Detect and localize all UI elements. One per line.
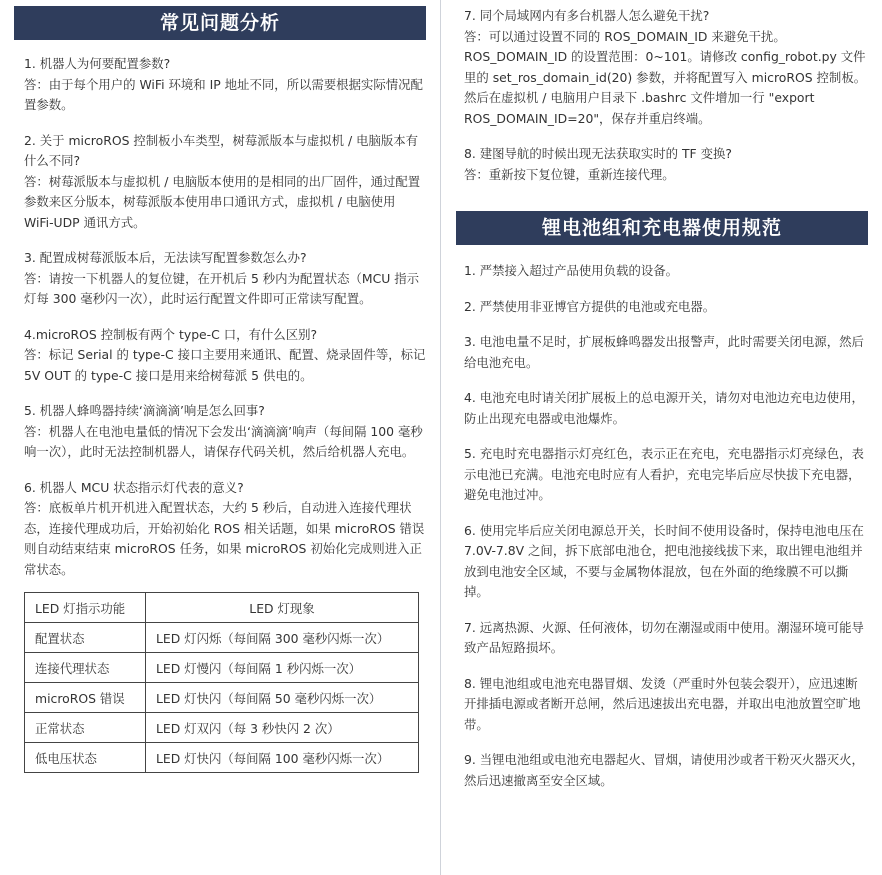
- faq-question: 1. 机器人为何要配置参数?: [24, 56, 171, 71]
- table-cell: LED 灯双闪（每 3 秒快闪 2 次）: [146, 713, 419, 743]
- faq-item-2: [14, 131, 426, 234]
- rule-item-1: 1. 严禁接入超过产品使用负载的设备。: [464, 263, 679, 278]
- table-row: [25, 683, 419, 713]
- faq-answer: 答：重新按下复位键，重新连接代理。: [464, 166, 675, 182]
- led-status-table: [24, 592, 419, 773]
- faq-question: 2. 关于 microROS 控制板小车类型，树莓派版本与虚拟机 / 电脑版本有什么不同?: [24, 132, 419, 168]
- right-column: [456, 6, 868, 806]
- table-row: [25, 713, 419, 743]
- faq-question: 4.microROS 控制板有两个 type-C 口，有什么区别?: [24, 326, 318, 342]
- faq-answer: 答：可以通过设置不同的 ROS_DOMAIN_ID 来避免干扰。ROS_DOMAIN_ID 的设置范围：0~101。请修改 config_robot.py 文件里的 set_ros_domain_id(20) 参数，并将配置写入 microROS 控制板。然后在虚拟机 / 电脑用户目录下 .bashrc 文件增加一行 "export ROS_DOMAIN_ID=20"，保存并重启终端。: [464, 28, 867, 126]
- rule-item-2: 2. 严禁使用非亚博官方提供的电池或充电器。: [464, 298, 716, 314]
- table-cell: 低电压状态: [25, 743, 146, 773]
- rule-item-4: 4. 电池充电时请关闭扩展板上的总电源开关，请勿对电池边充电边使用，防止出现充电器或电池爆炸。: [464, 390, 864, 426]
- table-cell: 正常状态: [25, 713, 146, 743]
- left-column: [14, 6, 426, 773]
- table-row: [25, 623, 419, 653]
- faq-answer: 答：请按一下机器人的复位键，在开机后 5 秒内为配置状态（MCU 指示灯每 300 毫秒闪一次），此时运行配置文件即可正常读写配置。: [24, 270, 420, 306]
- table-row: [25, 743, 419, 773]
- rule-item-6: 6. 使用完毕后应关闭电源总开关，长时间不使用设备时，保持电池电压在 7.0V-7.8V 之间，拆下底部电池仓，把电池接线拔下来，取出锂电池组并放到电池安全区域，不要与金属物体混放，包在外面的绝缘膜不可以撕掉。: [464, 522, 864, 599]
- faq-item-3: [14, 248, 426, 310]
- faq-answer: 答：底板单片机开机进入配置状态，大约 5 秒后，自动进入连接代理状态，连接代理成功后，开始初始化 ROS 相关话题，如果 microROS 错误则自动结束结束 microROS 任务，如果 microROS 初始化完成则进入正常状态。: [24, 500, 425, 577]
- column-divider: [440, 0, 441, 875]
- table-cell: 连接代理状态: [25, 653, 146, 683]
- faq-item-5: [14, 401, 426, 463]
- faq-answer: 答：由于每个用户的 WiFi 环境和 IP 地址不同，所以需要根据实际情况配置参数。: [24, 76, 423, 112]
- table-cell: LED 灯快闪（每间隔 50 毫秒闪烁一次）: [146, 683, 419, 713]
- table-row: [25, 653, 419, 683]
- rule-item-9: 9. 当锂电池组或电池充电器起火、冒烟，请使用沙或者干粉灭火器灭火，然后迅速撤离至安全区域。: [464, 752, 864, 788]
- faq-title: 常见问题分析: [14, 6, 426, 40]
- rule-item-7: 7. 远离热源、火源、任何液体，切勿在潮湿或雨中使用。潮湿环境可能导致产品短路损坏。: [464, 619, 864, 655]
- faq-item-1: [14, 54, 426, 116]
- faq-question: 6. 机器人 MCU 状态指示灯代表的意义?: [24, 479, 244, 495]
- faq-answer: 答：树莓派版本与虚拟机 / 电脑版本使用的是相同的出厂固件，通过配置参数来区分版本，树莓派版本使用串口通讯方式，虚拟机 / 电脑使用 WiFi-UDP 通讯方式。: [24, 173, 421, 230]
- table-cell: LED 灯闪烁（每间隔 300 毫秒闪烁一次）: [146, 623, 419, 653]
- faq-question: 7. 同个局域网内有多台机器人怎么避免干扰?: [464, 8, 710, 23]
- table-header-phenomenon: LED 灯现象: [146, 593, 419, 623]
- table-header-function: LED 灯指示功能: [25, 593, 146, 623]
- faq-item-7: [456, 6, 868, 129]
- rule-item-3: 3. 电池电量不足时，扩展板蜂鸣器发出报警声，此时需要关闭电源，然后给电池充电。: [464, 334, 864, 370]
- faq-answer: 答：标记 Serial 的 type-C 接口主要用来通讯、配置、烧录固件等，标记 5V OUT 的 type-C 接口是用来给树莓派 5 供电的。: [24, 347, 426, 383]
- faq-item-4: [14, 325, 426, 387]
- rule-item-5: 5. 充电时充电器指示灯亮红色，表示正在充电，充电器指示灯亮绿色，表示电池已充满。电池充电时应有人看护，充电完毕后应尽快拔下充电器，避免电池过冲。: [464, 446, 864, 502]
- battery-rules-title: 锂电池组和充电器使用规范: [456, 211, 868, 245]
- table-header-row: [25, 593, 419, 623]
- faq-question: 8. 建图导航的时候出现无法获取实时的 TF 变换?: [464, 146, 732, 161]
- faq-question: 3. 配置成树莓派版本后，无法读写配置参数怎么办?: [24, 250, 307, 265]
- table-cell: LED 灯快闪（每间隔 100 毫秒闪烁一次）: [146, 743, 419, 773]
- faq-question: 5. 机器人蜂鸣器持续‘滴滴滴’响是怎么回事?: [24, 403, 265, 418]
- table-cell: LED 灯慢闪（每间隔 1 秒闪烁一次）: [146, 653, 419, 683]
- faq-item-8: [456, 144, 868, 185]
- table-cell: 配置状态: [25, 623, 146, 653]
- faq-answer: 答：机器人在电池电量低的情况下会发出‘滴滴滴’响声（每间隔 100 毫秒响一次），此时无法控制机器人，请保存代码关机，然后给机器人充电。: [24, 423, 423, 459]
- table-cell: microROS 错误: [25, 683, 146, 713]
- faq-item-6: [14, 478, 426, 581]
- rule-item-8: 8. 锂电池组或电池充电器冒烟、发烫（严重时外包装会裂开），应迅速断开排插电源或者断开总闸，然后迅速拔出充电器，并取出电池放置空旷地带。: [464, 675, 861, 732]
